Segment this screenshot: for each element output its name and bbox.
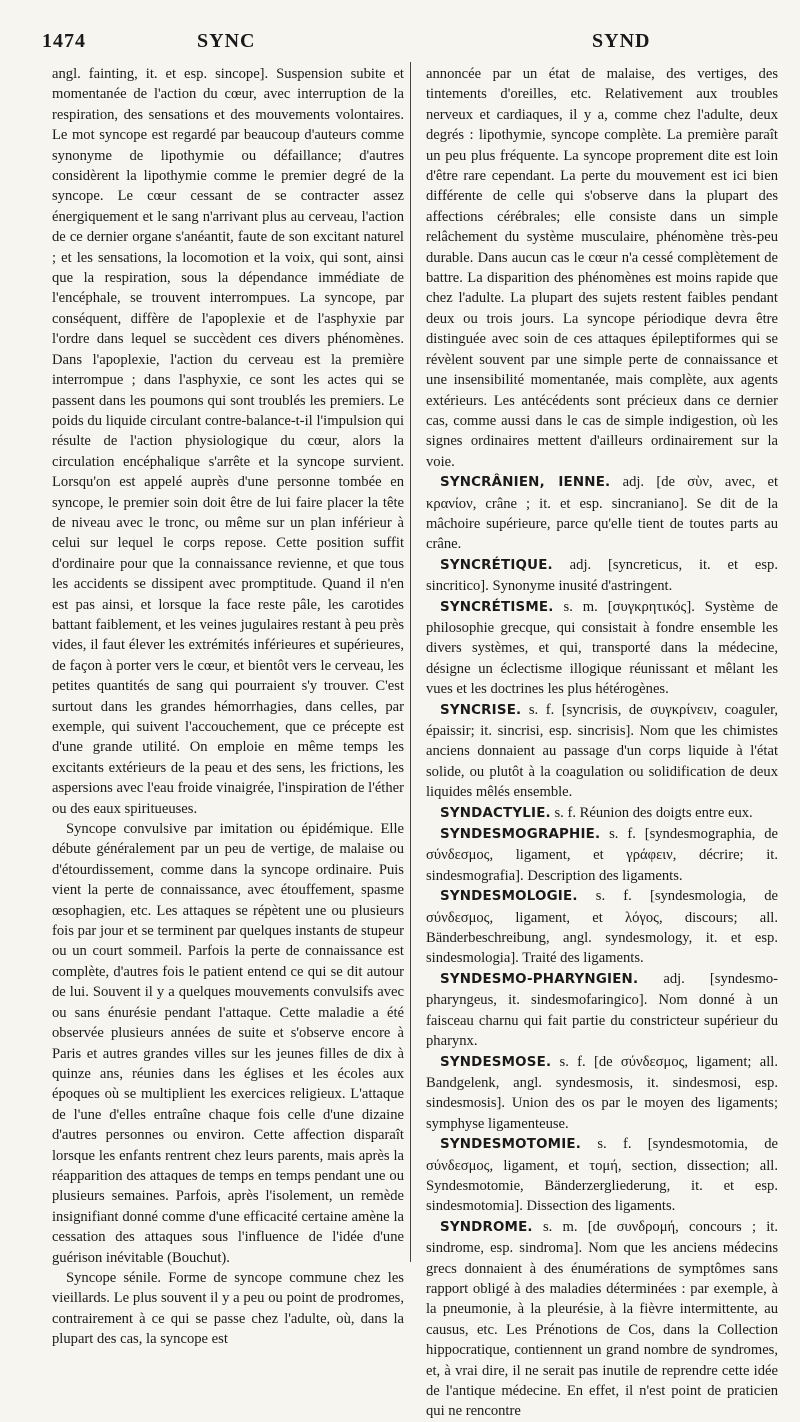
dictionary-entry (426, 700, 778, 803)
entry-headword: SYNCRÉTISME. (440, 599, 554, 615)
entry-definition: s. f. [de σύνδεσμος, ligament; all. Bandgelenk, angl. syndesmosis, it. sindesmosi, esp. sindesmosis]. Union des os par le moyen des ligaments; symphyse ligamenteuse. (426, 1053, 778, 1132)
dictionary-entry (426, 824, 778, 886)
entry-definition: s. m. [de συνδρομή, concours ; it. sindrome, esp. sindroma]. Nom que les anciens médecins grecs donnaient à des énumérations de symptômes sans rapport obligé à des maladies déterminées : par exemple, à la pneumonie, à la pleurésie, à la fièvre intermittente, au causus, etc. Les Prénotions de Cos, dans la Collection hippocratique, contiennent un grand nombre de syndromes, et, à vrai dire, il ne serait pas inutile de reprendre cette idée de l'antique médecine. En effet, il n'est point de praticien qui ne rencontre (426, 1218, 778, 1420)
entry-headword: SYNCRISE. (440, 702, 522, 718)
dictionary-entry (426, 555, 778, 597)
entry-definition: s. f. [syncrisis, de συγκρίνειν, coaguler, épaissir; it. sincrisi, esp. sincrisis]. Nom que les chimistes anciens donnaient au passage d'un corps liquide à l'état solide, ou plutôt à la coagulation ou solidification de deux liquides mêlés ensemble. (426, 701, 778, 801)
dictionary-entry (426, 597, 778, 700)
right-running-head: SYND (592, 30, 651, 52)
continued-paragraph: angl. fainting, it. et esp. sincope]. Suspension subite et momentanée de l'action du cœur, avec interruption de la respiration, des sensations et des mouvements volontaires. Le mot syncope est regardé par beaucoup d'auteurs comme synonyme de lipothymie ou défaillance; d'autres considèrent la lipothymie comme le premier degré de la syncope. Le cœur cessant de se contracter assez énergiquement et le sang n'arrivant plus au cerveau, l'action de ce dernier organe s'anéantit, faute de son excitant naturel ; et les sensations, la locomotion et la voix, qui sont, ainsi que la respiration, sous la dépendance immédiate de l'encéphale, se trouvent interrompues. La syncope, par conséquent, diffère de l'apoplexie et de l'asphyxie par l'ordre dans lequel se succèdent ces divers phénomènes. Dans l'apoplexie, l'action du cerveau est la première interrompue ; dans l'asphyxie, ce sont les actes qui se passent dans les poumons qui sont troublés les premiers. Le poids du liquide circulant contre-balance-t-il l'impulsion qui résulte de l'action physiologique du cœur, alors la circulation encéphalique s'arrête et la syncope survient. Lorsqu'on est appelé auprès d'une personne tombée en syncope, le premier soin doit être de lui faire placer la tête de niveau avec le tronc, ou même sur un plan inférieur à celui sur lequel le corps repose. Cette position suffit d'ordinaire pour que la connaissance revienne, et que tous les accidents se dissipent avec promptitude. Quand il n'en est pas ainsi, et lorsque la face reste pâle, les carotides battant faiblement, et les veines jugulaires restant à peu près vides, il faut élever les extrémités inférieures et supérieures, de façon à porter vers le cœur, et bientôt vers le cerveau, les petites quantités de sang qui pourraient s'y trouver. C'est surtout dans les grandes hémorrhagies, dans celles, par exemple, qui suivent l'accouchement, que ce précepte est d'une grande utilité. On emploie en même temps les excitants extérieurs de la peau et des sens, les frictions, les aspersions avec l'eau froide vinaigrée, l'inspiration de l'éther ou des eaux spiritueuses. (52, 66, 404, 817)
entry-headword: SYNDROME. (440, 1219, 533, 1235)
entry-headword: SYNDESMOGRAPHIE. (440, 827, 601, 843)
dictionary-entry (426, 1134, 778, 1217)
entry-headword: SYNDESMO-PHARYNGIEN. (440, 971, 639, 987)
page-number: 1474 (42, 30, 86, 52)
entry-definition: s. m. [συγκρητικός]. Système de philosophie grecque, qui consistait à fondre ensemble les divers systèmes, et qui, transporté dans la médecine, désigne un éclectisme illogique réunissant et mêlant les vues et les doctrines les plus hétérogènes. (426, 598, 778, 698)
paragraph: Syncope sénile. Forme de syncope commune chez les vieillards. Le plus souvent il y a peu ou point de prodromes, contrairement à ce qui se passe chez l'adulte, où, dans la plupart des cas, la syncope est (52, 1269, 404, 1348)
two-column-body (52, 64, 786, 1422)
entry-headword: SYNDESMOSE. (440, 1054, 552, 1070)
entry-definition: adj. [de σὺν, avec, et κρανίον, crâne ; it. et esp. sincraniano]. Se dit de la mâchoire supérieure, parce qu'elle tient de toutes parts au crâne. (426, 474, 779, 553)
dictionary-entry (426, 1217, 778, 1422)
entry-definition: s. f. Réunion des doigts entre eux. (550, 804, 753, 821)
entry-headword: SYNDESMOLOGIE. (440, 889, 578, 905)
dictionary-entry (426, 1052, 778, 1135)
entry-definition: adj. [syndesmo-pharyngeus, it. sindesmofaringico]. Nom donné à un faisceau charnu qui fait partie du constricteur supérieur du pharynx. (426, 970, 778, 1050)
running-header (42, 30, 786, 64)
entry-definition: s. f. [syndesmotomia, de σύνδεσμος, ligament, et τομή, section, dissection; all. Syndesmotomie, Bänderzergliederung, it. et esp. sindesmotomia]. Dissection des ligaments. (426, 1136, 778, 1215)
dictionary-entry (426, 969, 778, 1052)
entry-headword: SYNCRÂNIEN, IENNE. (440, 475, 611, 491)
entry-definition: s. f. [syndesmologia, de σύνδεσμος, ligament, et λόγος, discours; all. Bänderbeschreibung, angl. syndesmology, it. et esp. sindesmologia]. Traité des ligaments. (426, 888, 778, 967)
entry-headword: SYNCRÉTIQUE. (440, 557, 553, 573)
left-column (52, 64, 404, 1422)
entry-headword: SYNDESMOTOMIE. (440, 1137, 582, 1153)
column-divider (410, 62, 411, 1262)
dictionary-entry (426, 886, 778, 969)
left-running-head: SYNC (197, 30, 256, 52)
entry-definition: s. f. [syndesmographia, de σύνδεσμος, ligament, et γράφειν, décrire; it. sindesmografia]. Description des ligaments. (426, 826, 778, 884)
dictionary-entry (426, 472, 778, 555)
entry-headword: SYNDACTYLIE. (440, 805, 551, 821)
paragraph: Syncope convulsive par imitation ou épidémique. Elle débute généralement par un peu de vertige, de malaise ou d'étourdissement, comme dans la syncope ordinaire. Puis vient la perte de connaissance, avec étouffement, spasme œsophagien, etc. Les attaques se répètent une ou plusieurs fois par jour et se terminent par quelques instants de stupeur ou un court sommeil. Parfois la perte de connaissance est complète, d'autres fois le patient entend ce qui se dit autour de lui. Souvent il y a quelques mouvements convulsifs avec ou sans énurésie pendant l'attaque. Cette maladie a été observée plusieurs années de suite et s'observe encore à Paris et autres grandes villes sur les jeunes filles de dix à quinze ans, réunies dans les églises et les écoles aux époques où se multiplient les exercices religieux. L'attaque de l'une d'elles entraîne chaque fois celle d'une dizaine d'autres personnes ou environ. Cette affection disparaît lorsque les enfants rentrent chez leurs parents, mais après la réapparition des attaques de temps en temps pendant une ou plusieurs semaines. Parfois, après l'isolement, un remède insignifiant donné comme d'une efficacité certaine amène la cessation des attaques sous l'influence de l'idée d'une guérison inévitable (Bouchut). (52, 821, 404, 1266)
continued-paragraph: annoncée par un état de malaise, des vertiges, des tintements d'oreilles, etc. Relativement aux troubles nerveux et cardiaques, il y a, comme chez l'adulte, deux degrés : lipothymie, syncope complète. La première paraît un peu plus fréquente. La syncope proprement dite est loin d'être rare cependant. La perte du mouvement est ici bien différente de celle qui s'observe dans la plupart des affections cérébrales; elle consiste dans un simple relâchement du système musculaire, phénomène très-peu durable. Dans aucun cas le cœur n'a cessé complètement de battre. La disparition des phénomènes est moins rapide que chez l'adulte. La plupart des sujets restent faibles pendant deux ou trois jours. La syncope périodique devra être distinguée avec soin de ces attaques épileptiformes qui se révèlent souvent par une simple perte de connaissance et une insensibilité momentanée, mais complète, aux agents extérieurs. Les antécédents sont précieux dans ce dernier cas, comme aussi dans le cas de simple indigestion, où les signes ordinaires mettent d'ailleurs ordinairement sur la voie. (426, 66, 778, 470)
right-column (426, 64, 778, 1422)
entry-definition: adj. [syncreticus, it. et esp. sincritico]. Synonyme inusité d'astringent. (426, 556, 778, 595)
dictionary-entry (426, 803, 778, 824)
